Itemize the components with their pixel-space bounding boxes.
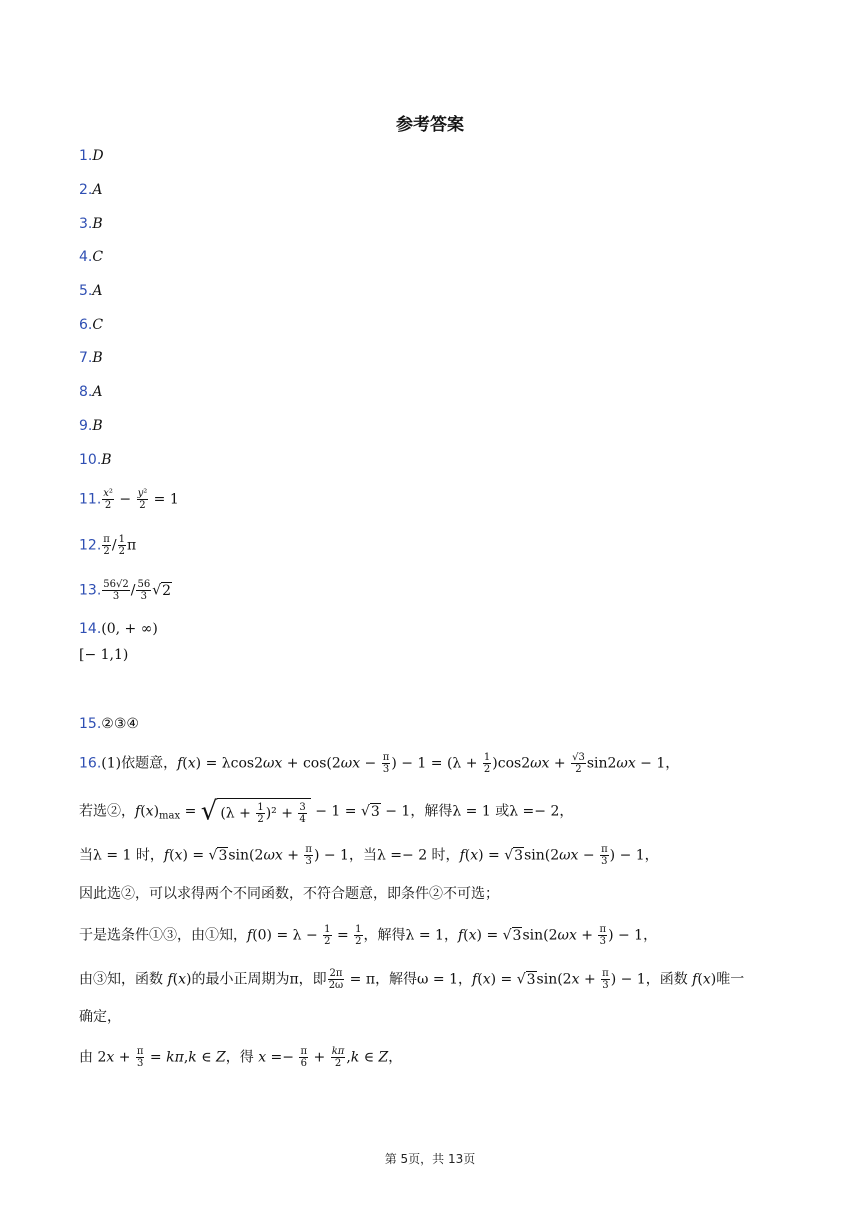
answer-item-14: 14.(0, + ∞) <box>79 621 158 637</box>
answer-item-8: 8.A <box>79 384 103 400</box>
page-footer: 第 5页，共 13页 <box>384 1152 476 1166</box>
solution-16-line-6: 由③知，函数 f(x)的最小正周期为π，即 $\frac{2\pi}{2\omega}$ = π，解得ω = 1，f(x) = √3sin(2x + $\frac{\pi}{3}$ ) − 1，函数 f(x)唯一 <box>79 968 745 991</box>
solution-16-line-3: 当λ = 1 时，f(x) = √3sin(2ωx + $\frac{\pi}{3}$ ) − 1，当λ =− 2 时，f(x) = √3sin(2ωx − $\frac{\pi}{3}$ ) − 1， <box>79 844 659 867</box>
answer-item-5: 5.A <box>79 283 103 299</box>
solution-16-line-7: 确定， <box>79 1009 121 1025</box>
solution-16-line-4: 因此选②，可以求得两个不同函数，不符合题意，即条件②不可选； <box>79 886 499 902</box>
solution-16-line-5: 于是选条件①③，由①知，f(0) = λ − $\frac{1}{2}$ = $\frac{1}{2}$ ，解得λ = 1，f(x) = √3sin(2ωx + $\frac{\pi}{3}$ ) − 1， <box>79 924 658 947</box>
solution-16-line-1: 16.(1)依题意，f(x) = λcos2ωx + cos(2ωx − $\frac{\pi}{3}$ ) − 1 = (λ + $\frac{1}{2}$ )cos2ωx + $\frac{√3}{2}$ sin2ωx − 1， <box>79 752 680 775</box>
answer-item-6: 6.C <box>79 317 104 333</box>
answer-item-4: 4.C <box>79 249 104 265</box>
answer-item-2: 2.A <box>79 182 103 198</box>
answer-item-10: 10.B <box>79 452 112 468</box>
page-title: 参考答案 <box>396 115 464 135</box>
answer-item-12: 12. $\frac{\pi}{2}$ / $\frac{1}{2}$ π <box>79 534 137 557</box>
answer-item-15: 15.②③④ <box>79 716 139 732</box>
answer-item-9: 9.B <box>79 418 103 434</box>
answer-item-3: 3.B <box>79 216 103 232</box>
answer-item-11: 11. $\frac{\text{x²}}{2}$ − $\frac{\text{y²}}{2}$ = 1 <box>79 488 179 511</box>
solution-16-line-2: 若选②，$f(x)_{max}$ = √ (λ + $\frac{1}{2}$ )² + $\frac{3}{4}$ − 1 = √3 − 1，解得λ = 1 或λ =− 2， <box>79 796 574 827</box>
solution-16-line-8: 由 2x + $\frac{\pi}{3}$ = kπ,k ∈ Z，得 x =− $\frac{\pi}{6}$ + $\frac{k\pi}{2}$ ,k ∈ Z， <box>79 1046 403 1069</box>
answer-item-7: 7.B <box>79 350 103 366</box>
answer-item-1: 1.D <box>79 148 104 164</box>
answer-item-13: 13. $\frac{56√2}{3}$ / $\frac{56}{3}$ √2 <box>79 579 172 602</box>
answer-item-14-part2: [− 1,1) <box>79 647 129 663</box>
